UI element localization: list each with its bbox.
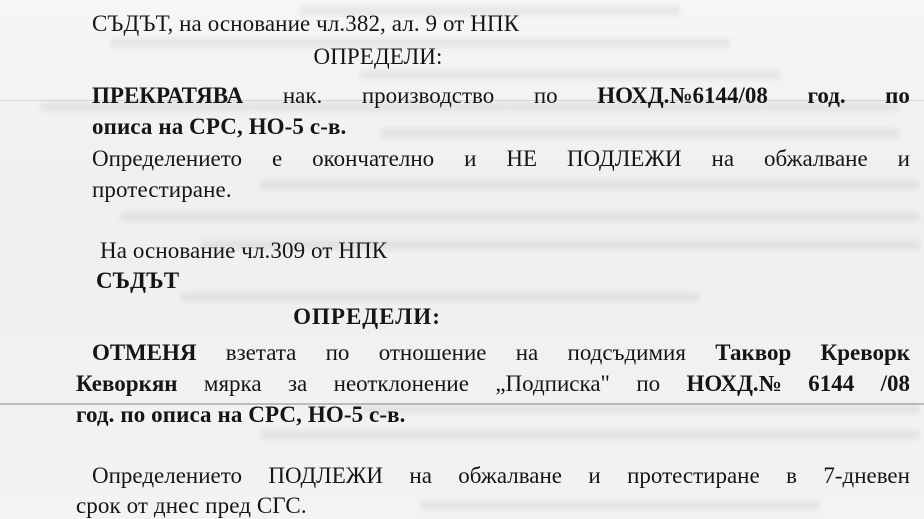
- word: на: [409, 463, 432, 488]
- word: НЕ: [506, 146, 537, 171]
- word: на: [711, 146, 735, 171]
- bleed-through-decoration: [180, 292, 700, 302]
- word: Креворк: [820, 340, 910, 365]
- word: нак.: [282, 83, 323, 108]
- word: и: [897, 146, 910, 171]
- word: е: [271, 146, 283, 171]
- bleed-through-decoration: [120, 212, 920, 222]
- block1-para2-line1: [92, 145, 910, 173]
- bleed-through-decoration: [260, 180, 920, 190]
- word: неотклонение: [333, 371, 469, 396]
- word: в: [786, 463, 797, 488]
- word: производство: [361, 83, 495, 108]
- word: ОТМЕНЯ: [92, 340, 197, 365]
- word: подсъдимия: [567, 340, 686, 365]
- word: ПОДЛЕЖИ: [268, 463, 384, 488]
- word: 7-дневен: [823, 463, 910, 488]
- bleed-through-decoration: [420, 500, 820, 510]
- block2-para1-line2: [76, 370, 910, 398]
- block1-para1-line2: описа на СРС, НО-5 с-в.: [92, 114, 347, 139]
- block2-heading: ОПРЕДЕЛИ:: [293, 304, 441, 329]
- word: по: [533, 83, 558, 108]
- word: мярка: [203, 371, 262, 396]
- block2-para2-line1: [92, 462, 910, 490]
- word: ПРЕКРАТЯВА: [92, 83, 244, 108]
- bleed-through-decoration: [360, 70, 780, 80]
- word: и: [464, 146, 477, 171]
- block1-heading: ОПРЕДЕЛИ:: [313, 44, 443, 69]
- bleed-through-decoration: [360, 404, 920, 414]
- block1-para1-line1: [92, 82, 910, 110]
- word: и: [588, 463, 601, 488]
- word: ПОДЛЕЖИ: [566, 146, 682, 171]
- block2-para1-line1: [92, 339, 910, 367]
- block2-para2-line2: срок от днес пред СГС.: [76, 493, 307, 518]
- word: протестиране: [627, 463, 760, 488]
- word: год.: [807, 83, 846, 108]
- word: НОХД.№: [686, 371, 782, 396]
- block2-court: СЪДЪТ: [96, 268, 180, 293]
- word: Определението: [92, 146, 242, 171]
- word: Таквор: [715, 340, 792, 365]
- block1-intro: СЪДЪТ, на основание чл.382, ал. 9 от НПК: [92, 11, 520, 36]
- block2-intro: На основание чл.309 от НПК: [100, 238, 388, 263]
- word: Кеворкян: [76, 371, 178, 396]
- block1-para2-line2: протестиране.: [92, 177, 232, 202]
- bleed-through-decoration: [380, 128, 900, 138]
- word: НОХД.№6144/08: [597, 83, 768, 108]
- word: /08: [880, 371, 910, 396]
- word: взетата: [225, 340, 297, 365]
- bleed-through-decoration: [260, 430, 920, 440]
- word: за: [287, 371, 308, 396]
- word: отношение: [378, 340, 487, 365]
- word: на: [515, 340, 539, 365]
- word: 6144: [808, 371, 855, 396]
- block2-para1-line3: год. по описа на СРС, НО-5 с-в.: [76, 402, 406, 427]
- word: по: [636, 371, 661, 396]
- word: обжалване: [458, 463, 562, 488]
- word: обжалване: [763, 146, 868, 171]
- word: окончателно: [312, 146, 435, 171]
- word: по: [885, 83, 910, 108]
- word: по: [325, 340, 350, 365]
- word: „Подписка": [495, 371, 610, 396]
- word: Определението: [92, 463, 242, 488]
